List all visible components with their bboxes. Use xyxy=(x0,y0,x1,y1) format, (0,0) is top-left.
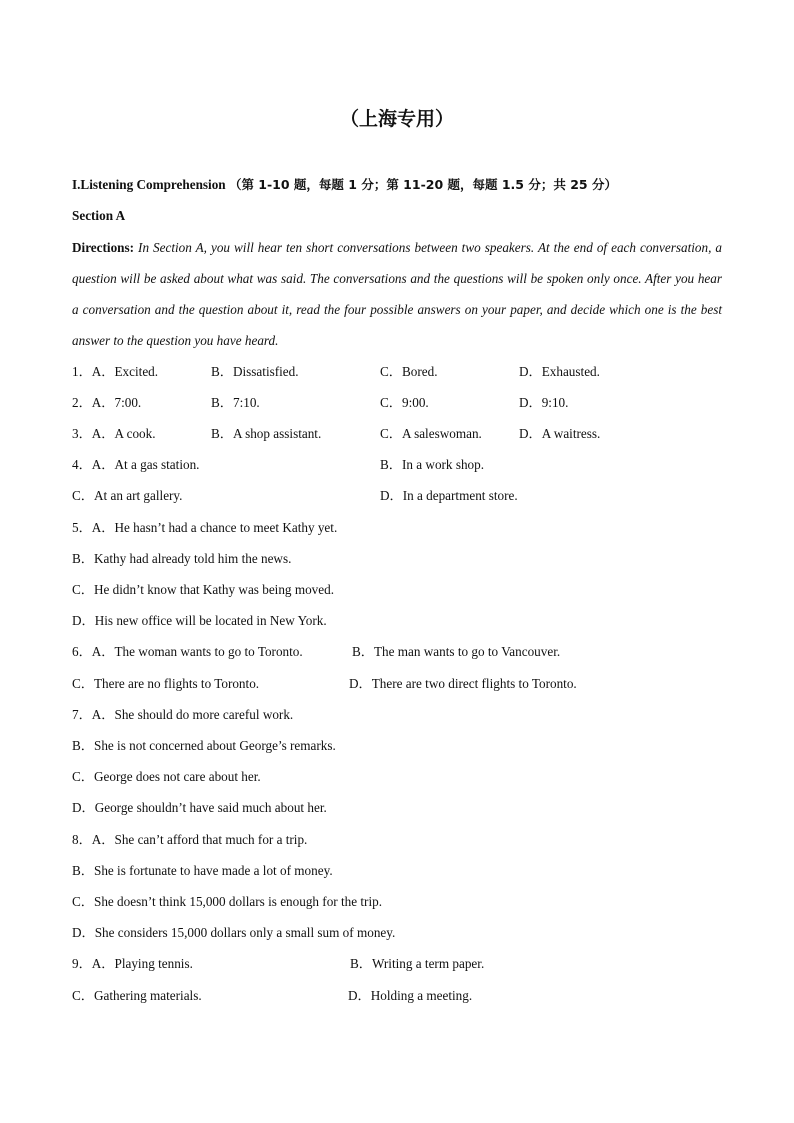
q6-option-c: C．There are no flights to Toronto. xyxy=(72,676,260,691)
part1-heading-cn: （第 1-10 题，每题 1 分；第 11-20 题，每题 1.5 分；共 25 分） xyxy=(228,177,617,192)
q8-option-b: B．She is fortunate to have made a lot of money. xyxy=(72,863,333,878)
q7-option-a: 7．A．She should do more careful work. xyxy=(72,707,294,722)
q1-option-b: B．Dissatisfied. xyxy=(211,364,299,379)
part1-heading xyxy=(72,177,617,193)
q9-option-a: 9．A．Playing tennis. xyxy=(72,956,193,971)
q2-option-d: D．9:10. xyxy=(519,395,569,410)
q4-option-b: B．In a work shop. xyxy=(380,457,485,472)
q9-option-d: D．Holding a meeting. xyxy=(348,988,473,1003)
q7-option-d: D．George shouldn’t have said much about her. xyxy=(72,800,327,815)
q1-option-a: 1．A．Excited. xyxy=(72,364,159,379)
q8-option-c: C．She doesn’t think 15,000 dollars is enough for the trip. xyxy=(72,894,383,909)
part1-heading-en: I.Listening Comprehension xyxy=(72,177,226,192)
q9-option-b: B．Writing a term paper. xyxy=(350,956,485,971)
q8-option-a: 8．A．She can’t afford that much for a trip. xyxy=(72,832,308,847)
directions xyxy=(72,232,722,356)
q2-option-b: B．7:10. xyxy=(211,395,260,410)
q4-option-d: D．In a department store. xyxy=(380,488,518,503)
section-a-heading: Section A xyxy=(72,208,126,223)
q6-option-d: D．There are two direct flights to Toronto. xyxy=(349,676,577,691)
q1-option-d: D．Exhausted. xyxy=(519,364,600,379)
q4-option-c: C．At an art gallery. xyxy=(72,488,183,503)
q7-option-c: C．George does not care about her. xyxy=(72,769,261,784)
q1-option-c: C．Bored. xyxy=(380,364,438,379)
q5-option-d: D．His new office will be located in New York. xyxy=(72,613,327,628)
q6-option-a: 6．A．The woman wants to go to Toronto. xyxy=(72,644,303,659)
q8-option-d: D．She considers 15,000 dollars only a small sum of money. xyxy=(72,925,396,940)
page-title: （上海专用） xyxy=(339,108,454,130)
q2-option-c: C．9:00. xyxy=(380,395,429,410)
q3-option-d: D．A waitress. xyxy=(519,426,601,441)
directions-label: Directions: xyxy=(72,240,135,255)
q6-option-b: B．The man wants to go to Vancouver. xyxy=(352,644,561,659)
q5-option-b: B．Kathy had already told him the news. xyxy=(72,551,292,566)
q9-option-c: C．Gathering materials. xyxy=(72,988,202,1003)
q3-option-a: 3．A．A cook. xyxy=(72,426,156,441)
q5-option-a: 5．A．He hasn’t had a chance to meet Kathy yet. xyxy=(72,520,338,535)
q4-option-a: 4．A．At a gas station. xyxy=(72,457,200,472)
q5-option-c: C．He didn’t know that Kathy was being moved. xyxy=(72,582,335,597)
q3-option-b: B．A shop assistant. xyxy=(211,426,322,441)
q2-option-a: 2．A．7:00. xyxy=(72,395,142,410)
q7-option-b: B．She is not concerned about George’s remarks. xyxy=(72,738,336,753)
q3-option-c: C．A saleswoman. xyxy=(380,426,482,441)
directions-text: In Section A, you will hear ten short conversations between two speakers. At the end of each conversation, a question will be asked about what was said. The conversations and the questions will be spoken only once. After you hear a conversation and the question about it, read the four possible answers on your paper, and decide which one is the best answer to the question you have heard. xyxy=(72,240,722,348)
